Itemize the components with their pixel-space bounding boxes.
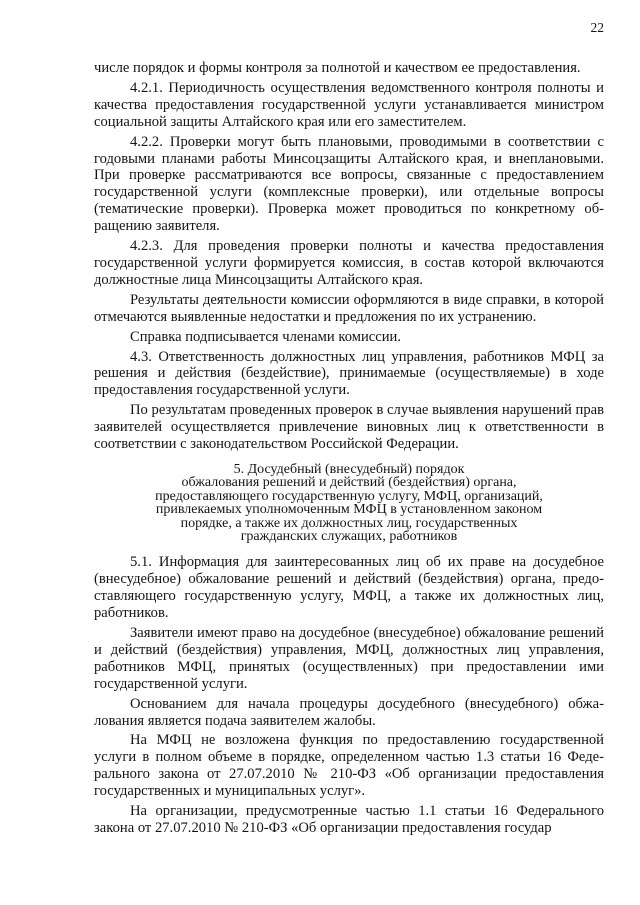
paragraph: Заявители имеют право на досудебное (внесудебное) обжалование решений и действий (бездействия) управления, МФЦ, должностных лиц управления, работников МФЦ, принятых (осуществленных) при предоставлении ими государственной услуги. <box>94 625 604 692</box>
section-heading-line: обжалования решений и действий (бездействия) органа, <box>181 475 517 491</box>
section-heading-line: предоставляющего государственную услугу, МФЦ, организаций, <box>155 488 543 504</box>
document-body <box>94 60 604 840</box>
paragraph: 4.3. Ответственность должностных лиц управления, работников МФЦ за решения и действия (бездействие), принимаемые (осуществляемые) в ходе предоставления государственной услуги. <box>94 348 604 399</box>
paragraph: По результатам проведенных проверок в случае выявления нарушений прав заявителей осуществляется привлечение виновных лиц к ответственности в соответствии с законодательством Российской Федерации. <box>94 402 604 453</box>
paragraph: 4.2.3. Для проведения проверки полноты и качества предоставления государственной услуги формируется комиссия, в состав которой включаются должностные лица Минсоцзащиты Алтайского края. <box>94 238 604 288</box>
page-number: 22 <box>590 20 604 35</box>
paragraph: 5.1. Информация для заинтересованных лиц об их праве на досудебное (внесудебное) обжалование решений и действий (бездействия) органа, предоставляющего государственную услугу, МФЦ, а также их должностных лиц, работников. <box>94 554 604 622</box>
paragraph: На организации, предусмотренные частью 1.1 статьи 16 Федерального закона от 27.07.2010 № 210-ФЗ «Об организации предоставления государ <box>94 803 604 836</box>
paragraph: числе порядок и формы контроля за полнотой и качеством ее предоставления. <box>94 60 581 76</box>
paragraph: 4.2.2. Проверки могут быть плановыми, проводимыми в соответствии с годовыми планами работы Минсоцзащиты Алтайского края, и внеплановыми. При проверке рассматриваются все вопросы, связанные с предоставлением государственной услуги (комплексные проверки), или отдельные вопросы (тематические проверки). Проверка может проводиться по конкретному обращению заявителя. <box>94 133 604 235</box>
paragraph: На МФЦ не возложена функция по предоставлению государственной услуги в полном объеме в порядке, определенном частью 1.3 статьи 16 Федерального закона от 27.07.2010 № 210-ФЗ «Об организации предоставления государственных и муниципальных услуг». <box>94 732 604 800</box>
paragraph: Результаты деятельности комиссии оформляются в виде справки, в которой отмечаются выявленные недостатки и предложения по их устранению. <box>94 291 604 325</box>
paragraph: 4.2.1. Периодичность осуществления ведомственного контроля полноты и качества предоставления государственной услуги устанавливается министром социальной защиты Алтайского края или его заместителем. <box>94 79 604 130</box>
section-heading <box>94 463 604 543</box>
section-heading-line: 5. Досудебный (внесудебный) порядок <box>233 461 465 477</box>
paragraph: Основанием для начала процедуры досудебного (внесудебного) обжалования является подача заявителем жалобы. <box>94 695 604 729</box>
paragraph: Справка подписывается членами комиссии. <box>130 328 401 345</box>
section-heading-line: порядке, а также их должностных лиц, государственных <box>180 515 518 531</box>
section-heading-line: гражданских служащих, работников <box>240 528 458 544</box>
section-heading-line: привлекаемых уполномоченным МФЦ в установленном законом <box>155 502 543 518</box>
